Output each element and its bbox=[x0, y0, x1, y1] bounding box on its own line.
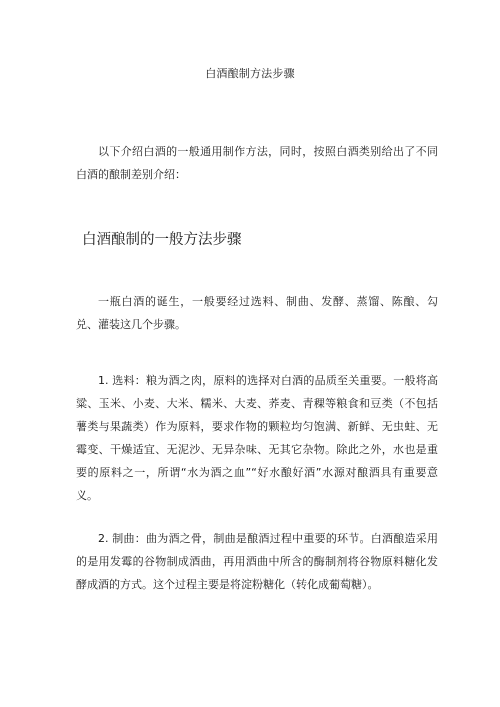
step-2-paragraph: 2. 制曲：曲为酒之骨，制曲是酿酒过程中重要的环节。白酒酿造采用的是用发霉的谷物制成酒曲，再用酒曲中所含的酶制剂将谷物原料糖化发酵成酒的方式。这个过程主要是将淀粉糖化（转化成葡萄糖）。 bbox=[76, 532, 438, 591]
overview-paragraph: 一瓶白酒的诞生，一般要经过选料、制曲、发酵、蒸馏、陈酿、勾兑、灌装这几个步骤。 bbox=[76, 295, 438, 331]
step-1-paragraph: 1. 选料：粮为酒之肉，原料的选择对白酒的品质至关重要。一般将高粱、玉米、小麦、大米、糯米、大麦、荞麦、青稞等粮食和豆类（不包括薯类与果蔬类）作为原料，要求作物的颗粒均匀饱满、新鲜、无虫蛀、无霉变、干燥适宜、无泥沙、无异杂味、无其它杂物。除此之外，水也是重要的原料之一，所谓“水为酒之血”“好水酿好酒”水源对酿酒具有重要意义。 bbox=[76, 374, 438, 502]
section-heading: 白酒酿制的一般方法步骤 bbox=[82, 232, 242, 248]
document-title: 白酒酿制方法步骤 bbox=[205, 67, 295, 80]
intro-paragraph: 以下介绍白酒的一般通用制作方法，同时，按照白酒类别给出了不同白酒的酿制差别介绍： bbox=[76, 145, 438, 181]
